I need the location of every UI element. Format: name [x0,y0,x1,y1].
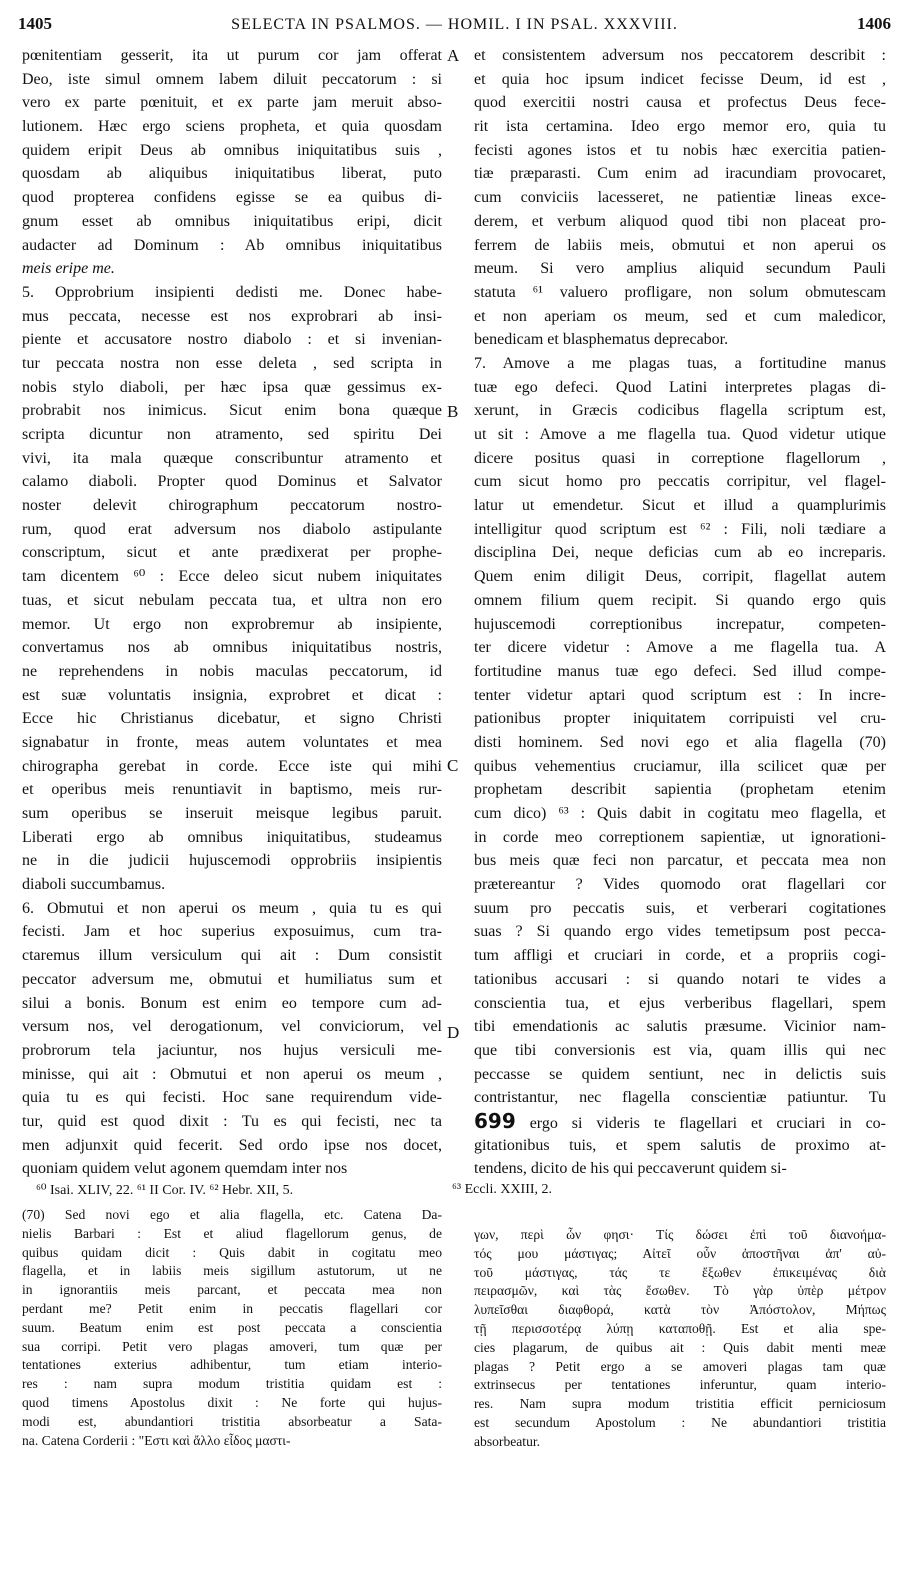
text-line: noster delevit chirographum peccatorum nostro- [22,497,442,515]
text-line [474,1110,886,1134]
text-line: conscientia tua, et ejus verberibus flagellari, spem [474,994,886,1012]
text-line: meum. Si vero amplius aliquid secundum Pauli [474,260,886,278]
text-line: extrinsecus per tentationes inferuntur, quam interio- [474,1377,886,1393]
text-line: et operibus meis renuntiavit in baptismo, meis rur- [22,781,442,799]
text-line: tationibus accusari : si quando notari te vides a [474,970,886,988]
text-line: suum. Beatum enim est post peccata a conscientia [22,1319,442,1335]
text-line: est suæ voluntatis insignia, exprobret et dicat : [22,686,442,704]
text-line: sua corripi. Petit vero plagas amoveri, tum quæ per [22,1338,442,1354]
text-line: disciplina Dei, neque deficias cum ab eo increparis. [474,544,886,562]
text-line: memor. Ut ergo non exprobremur ab insipiente, [22,615,442,633]
text-line: men adjunxit quid fecerit. Sed ordo ipse nos docet, [22,1136,442,1154]
text-line: convertamus nos ab omnibus iniquitatibus nostris, [22,639,442,657]
text-line: gnum esset ab omnibus iniquitatibus eripi, dicit [22,212,442,230]
text-line: et consistentem adversum nos peccatorem describit : [474,47,886,64]
text-line: fecisti agones istos et tu nobis hæc exercitia patien- [474,141,886,159]
text-line: Deo, iste simul omnem labem diluit peccatorum : si [22,70,442,88]
text-line: intelligitur quod scriptum est ⁶² : Fili, noli tædiare a [474,520,886,538]
text-line: fortitudine manus tuæ ego defeci. Sed illud compe- [474,662,886,680]
text-line-body: ergo si videris te flagellari et cruciari in co- [529,1114,886,1132]
text-line: fecisti. Jam et hoc superius exposuimus, cum tra- [22,923,442,941]
text-line: que tibi conversionis est via, quam illis qui nec [474,1041,886,1059]
text-line: chirographa gerebat in corde. Ecce iste qui mihi [22,757,442,775]
page-number-left: 1405 [18,14,52,33]
text-line: dicere positus quasi in correptione flagellorum , [474,449,886,467]
text-line: 5. Opprobrium insipienti dedisti me. Donec habe- [22,283,442,301]
text-line: scripta dicuntur non atramento, sed spiritu Dei [22,426,442,443]
text-line: res : nam supra modum tristitia quidam est : [22,1376,442,1392]
text-line: statuta ⁶¹ valuero profligare, non solum obmutescam [474,283,886,301]
text-line: tentationes exterius adhibentur, tum etiam interio- [22,1357,442,1373]
text-line: suas ? Si quando ergo vides temetipsum post pecca- [474,923,886,941]
text-line: quod propterea confidens egisse se ea quibus di- [22,189,442,207]
text-line: derem, et verbum aliquod quod tibi non placeat pro- [474,212,886,230]
text-line: pationibus propter iniquitatem corripuisti vel cru- [474,710,886,728]
text-line: Quem enim diligit Deus, corripit, flagellat autem [474,568,886,586]
text-line: bus meis quæ feci non parcatur, et peccata mea non [474,852,886,870]
text-line: na. Catena Corderii : "Εστι καὶ ἄλλο εἶδος μαστι- [22,1432,291,1448]
text-line: τός μου μάστιγας; Αἰτεῖ οὖν ἀποστῆναι ἀπ' αὐ- [474,1245,886,1261]
text-line: xerunt, in Græcis codicibus flagella scriptum est, [474,402,886,420]
text-line: nielis Barbari : Est et aliud flagellorum genus, de [22,1225,442,1241]
text-line: in corde meo correptionem sapientiæ, ut ignorationi- [474,828,886,846]
margin-letter-d: D [447,1023,460,1042]
text-line: tur peccata nostra non esse deleta , sed scripta in [22,354,442,372]
text-line: ter dicere videtur : Amove a me flagella tua. A [474,639,886,657]
column-page-number: 699 [474,1109,516,1133]
text-line: res. Nam supra modum tristitia efficit perniciosum [474,1396,886,1412]
text-line: (70) Sed novi ego et alia flagella, etc. Catena Da- [22,1207,442,1222]
text-line: omnem filium quem recipit. Si quando ergo quis [474,591,886,609]
text-line: tendens, dicito de his qui peccaverunt quidem si- [474,1160,787,1178]
text-line: tibi emendationis ac salutis præsume. Vicinior nam- [474,1018,886,1036]
text-line: peccator adversum me, obmutui et humiliatus sum et [22,970,442,988]
text-line: latur ut emendetur. Sicut et illud a quamplurimis [474,497,886,515]
text-line: meis eripe me. [22,260,115,278]
margin-letter-c: C [447,756,459,775]
running-title: SELECTA IN PSALMOS. — HOMIL. I IN PSAL. XXXVIII. [231,16,678,33]
text-line: flagella, et in labiis meis sigillum astutorum, ut ne [22,1263,442,1279]
text-line: τῇ περισσοτέρᾳ λύπῃ καταποθῇ. Est et alia spe- [474,1320,886,1336]
text-line: tenter videtur aptari quod scriptum est : In incre- [474,686,886,704]
text-line: minisse, qui ait : Obmutui et non aperui os meum , [22,1065,442,1083]
text-line: lutionem. Hæc ergo sciens propheta, et quia quosdam [22,118,442,136]
text-line: Liberati ergo ab omnibus iniquitatibus, studeamus [22,828,442,846]
text-line: probrabit nos inimicus. Sicut enim bona quæque [22,402,442,420]
text-line: ne in die judicii hujuscemodi opprobriis insipientis [22,852,442,870]
text-line: diaboli succumbamus. [22,876,166,894]
text-line: absorbeatur. [474,1433,541,1449]
text-line: vivi, ita mala quæque conscribuntur atramento et [22,449,442,467]
text-line: cum dico) ⁶³ : Quis dabit in cogitatu meo flagella, et [474,805,886,822]
text-line: contristantur, nec flagella conscientiæ patiuntur. Tu [474,1089,886,1107]
text-line: perdant me? Petit enim in peccatis flagellari cor [22,1300,442,1316]
text-line: quibus vehementius cruciamur, illa scilicet quæ per [474,757,886,775]
text-line: tam dicentem ⁶⁰ : Ecce deleo sicut nubem iniquitates [22,568,442,586]
text-line: ne reprehendens in nobis maculas peccatorum, id [22,662,442,680]
text-line: tiæ præparasti. Cum enim ad iracundiam provocaret, [474,165,886,183]
text-line: plagas ? Petit ergo a se amoveri plagas tam quæ [474,1358,886,1374]
text-line: suum pro peccatis suis, et verberari cogitationes [474,899,886,917]
text-line: hujuscemodi correptionibus increpatur, competen- [474,615,886,633]
text-line: et non aperiam os meum, sed et cum maledicor, [474,307,886,325]
text-line: mus peccata, necesse est nos exprobrari ab insi- [22,307,442,325]
text-line: λυπεῖσθαι διαφθορά, κατὰ τὸν Ἀπόστολον, Μήπως [474,1302,886,1318]
text-line: disti hominem. Sed novi ego et alia flagella (70) [474,733,886,751]
text-line: modi est, abundantiori tristitia absorbeatur a Sata- [22,1413,442,1429]
text-line: pœnitentiam gesserit, ita ut purum cor jam offerat [22,47,442,64]
text-line: probrorum tela jaciuntur, nos hujus versiculi me- [22,1041,442,1059]
running-header [18,14,891,40]
text-line: quod exercitii nostri causa et profectus Deus fece- [474,94,886,112]
text-line: tum affligi et cruciari in corde, et a propriis cogi- [474,947,886,965]
text-line: quod timens Apostolus dixit : Ne forte qui hujus- [22,1394,442,1410]
page-number-right: 1406 [857,14,891,33]
text-line: piente et accusatore nostro diabolo : et si invenian- [22,331,442,349]
text-line: in ignorantiis meis parcant, et peccata mea non [22,1282,442,1298]
text-line: vero ex parte pœnituit, et ex parte jam meruit abso- [22,94,442,112]
text-line: prætereantur ? Vides quomodo orat flagellari cor [474,876,886,894]
text-line: cum sicut homo pro peccatis corripitur, vel flagel- [474,473,886,491]
right-column [474,44,886,1181]
text-line: quia tu es qui fecisti. Hoc sane requirendum vide- [22,1089,442,1107]
text-line: silui a bonis. Bonum est enim eo tempore cum ad- [22,994,442,1012]
text-line: est secundum Apostolum : Ne abundantiori tristitia [474,1414,886,1430]
text-line: audacter ad Dominum : Ab omnibus iniquitatibus [22,236,442,254]
footnote-references-right: ⁶³ Eccli. XXIII, 2. [452,1182,553,1197]
text-line: tuas, et sicut nebulam peccata tua, et ultra non ero [22,591,442,609]
text-line: cum conviciis lacesseret, ne patientiæ lineas exce- [474,189,886,207]
text-line: signabatur in fronte, meas autem voluntates et mea [22,733,442,751]
margin-letter-b: B [447,402,459,421]
text-line: sum operibus se inseruit meisque legibus paruit. [22,805,442,822]
text-line: quibus quidam dicit : Quis dabit in cogitatu meo [22,1244,442,1260]
text-line: peccasse se quidem sentiunt, nec in delictis suis [474,1065,886,1083]
text-line: tur, quid est quod dixit : Tu es qui fecisti, nec ta [22,1112,442,1130]
text-line: versum nos, vel derogationum, vel conviciorum, vel [22,1018,442,1036]
text-line: tuæ ego defeci. Quod Latini interpretes plagas di- [474,378,886,396]
text-line: rit ista certamina. Ideo ergo memor ero, quia tu [474,118,886,136]
text-line: conscriptum, sicut et ante prædixerat per prophe- [22,544,442,562]
text-line: 6. Obmutui et non aperui os meum , quia tu es qui [22,899,442,917]
text-line: τοῦ μάστιγας, τάς τε ἔξωθεν ἐπικειμένας διὰ [474,1264,886,1280]
text-line: quoniam quidem velut agonem quemdam inter nos [22,1160,348,1178]
text-line: et quia hoc ipsum indicet fecisse Deum, id est , [474,70,886,88]
text-line: calamo diaboli. Propter quod Dominus et Salvator [22,473,442,491]
text-line: quidem eripit Deus ab omnibus iniquitatibus suis , [22,141,442,159]
text-line: ut sit : Amove a me flagella tua. Quod videtur utique [474,426,886,443]
text-line: benedicam et blasphematus deprecabor. [474,331,729,349]
footnotes-right [474,1226,886,1452]
footnotes-left [22,1206,442,1450]
left-column [22,44,442,1181]
text-line: ctaremus illum versiculum qui ait : Dum consistit [22,947,442,965]
text-line: 7. Amove a me plagas tuas, a fortitudine manus [474,354,886,372]
text-line: nobis stylo diaboli, per hæc ipsa quæ gessimus ex- [22,378,442,396]
text-line: rum, quod erat adversum nos diabolo astipulante [22,520,442,538]
text-line: quosdam ab aliquibus iniquitatibus liberat, puto [22,165,442,183]
margin-letter-a: A [447,46,460,65]
text-line: ferrem de labiis meis, obmutui et non aperui os [474,236,886,254]
text-line: cies plagarum, de quibus ait : Quis dabit menti meæ [474,1339,886,1355]
text-line: γων, περὶ ὧν φησι· Τίς δώσει ἐπὶ τοῦ διανοήμα- [474,1227,886,1242]
text-line: Ecce hic Christianus dicebatur, et signo Christi [22,710,442,728]
text-line: gitationibus tuis, et spem salutis de proximo at- [474,1136,886,1154]
footnote-references-left: ⁶⁰ Isai. XLIV, 22. ⁶¹ II Cor. IV. ⁶² Hebr. XII, 5. [36,1183,294,1198]
text-line: prophetam describit sapientia (prophetam etenim [474,781,886,799]
text-line: πειρασμῶν, καὶ τὰς ἔσωθεν. Τὸ γὰρ ὑπὲρ μέτρον [474,1283,886,1299]
